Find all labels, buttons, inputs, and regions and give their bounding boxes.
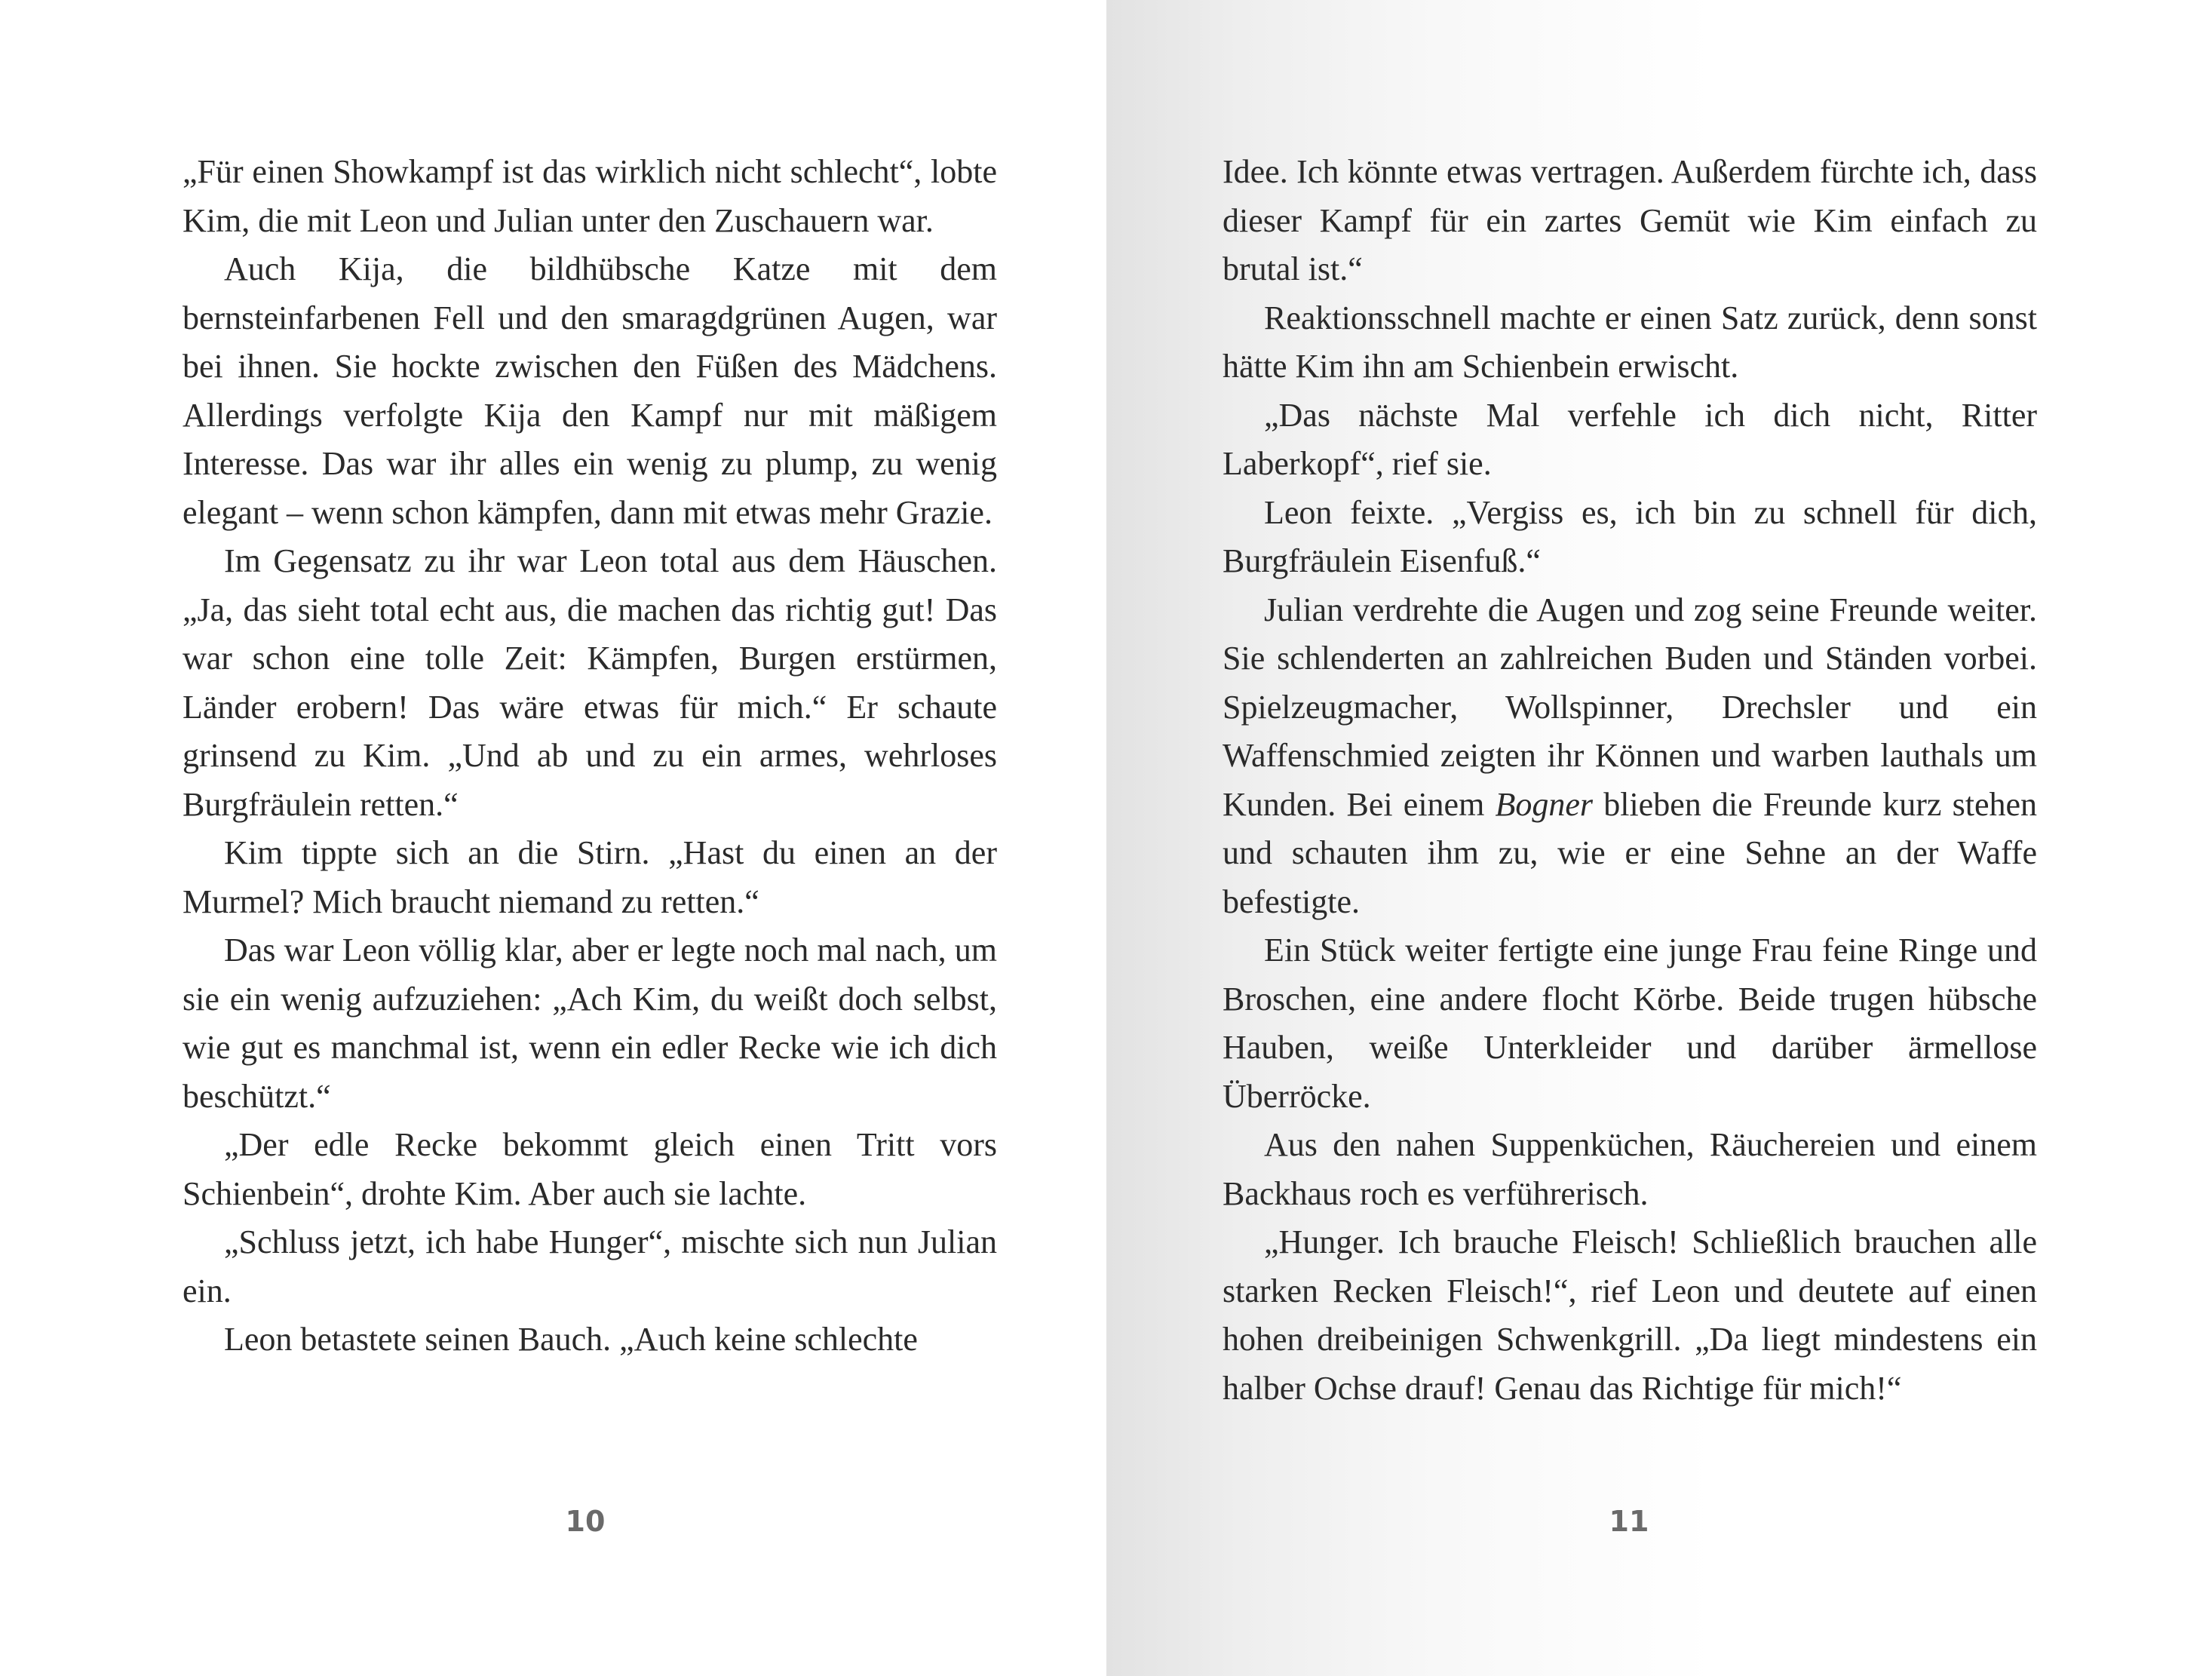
paragraph: Auch Kija, die bildhübsche Katze mit dem bernsteinfarbenen Fell und den smaragdgrünen Augen, war bei ihnen. Sie hockte zwischen den Füßen des Mädchens. Allerdings verfolgte Kija den Kampf nur mit mäßigem Interesse. Das war ihr alles ein wenig zu plump, zu wenig elegant – wenn schon kämpfen, dann mit etwas mehr Grazie. (183, 250, 997, 531)
paragraph: Im Gegensatz zu ihr war Leon total aus dem Häuschen. „Ja, das sieht total echt aus, die machen das richtig gut! Das war schon eine tolle Zeit: Kämpfen, Burgen erstürmen, Länder erobern! Das wäre etwas für mich.“ Er schaute grinsend zu Kim. „Und ab und zu ein armes, wehrloses Burgfräulein retten.“ (183, 542, 997, 823)
page-number: 11 (1609, 1505, 1649, 1538)
paragraph: Idee. Ich könnte etwas vertragen. Außerdem fürchte ich, dass dieser Kampf für ein zartes Gemüt wie Kim einfach zu brutal ist.“ (1223, 153, 2037, 287)
paragraph: Ein Stück weiter fertigte eine junge Frau feine Ringe und Broschen, eine andere flocht Körbe. Beide trugen hübsche Hauben, weiße Unterkleider und darüber ärmellose Überröcke. (1223, 932, 2037, 1115)
paragraph: „Das nächste Mal verfehle ich dich nicht, Ritter Laberkopf“, rief sie. (1223, 396, 2037, 482)
paragraph-text: Julian verdrehte die Augen und zog seine Freunde weiter. Sie schlenderten an zahlreichen Buden und Ständen vorbei. Spielzeugmacher, Wollspinner, Drechsler und ein Waffenschmied zeigten ihr Können und warben lauthals um Kunden. (1223, 591, 2037, 823)
right-page (1106, 0, 2212, 1676)
paragraph: „Für einen Showkampf ist das wirklich nicht schlecht“, lobte Kim, die mit Leon und Julian unter den Zuschauern war. (183, 153, 997, 239)
paragraph: Leon feixte. „Vergiss es, ich bin zu schnell für dich, Burgfräulein Eisenfuß.“ (1223, 493, 2037, 579)
paragraph-with-italic (1223, 586, 2037, 927)
paragraph: „Der edle Recke bekommt gleich einen Tritt vors Schienbein“, drohte Kim. Aber auch sie lachte. (183, 1126, 997, 1212)
right-page-text (1223, 148, 2037, 1413)
left-page-text (183, 148, 997, 1364)
paragraph: Reaktionsschnell machte er einen Satz zurück, denn sonst hätte Kim ihn am Schienbein erwischt. (1223, 299, 2037, 385)
paragraph: „Schluss jetzt, ich habe Hunger“, mischte sich nun Julian ein. (183, 1223, 997, 1309)
paragraph: Aus den nahen Suppenküchen, Räuchereien und einem Backhaus roch es verführerisch. (1223, 1126, 2037, 1212)
page-number: 10 (565, 1505, 606, 1538)
paragraph: „Hunger. Ich brauche Fleisch! Schließlich brauchen alle starken Recken Fleisch!“, rief Leon und deutete auf einen hohen dreibeinigen Schwenkgrill. „Da liegt mindestens ein halber Ochse drauf! Genau das Richtige für mich!“ (1223, 1223, 2037, 1407)
paragraph-text: blieben die Freunde kurz stehen und schauten ihm zu, wie er eine Sehne an der Waffe befestigte. (1223, 785, 2038, 920)
paragraph: Leon betastete seinen Bauch. „Auch keine schlechte (224, 1321, 918, 1358)
paragraph-text: Bei einem (1336, 785, 1496, 823)
paragraph: Kim tippte sich an die Stirn. „Hast du einen an der Murmel? Mich braucht niemand zu retten.“ (183, 834, 997, 920)
paragraph: Das war Leon völlig klar, aber er legte noch mal nach, um sie ein wenig aufzuziehen: „Ach Kim, du weißt doch selbst, wie gut es manchmal ist, wenn ein edler Recke wie ich dich beschützt.“ (183, 932, 997, 1115)
italic-word: Bogner (1495, 785, 1594, 823)
